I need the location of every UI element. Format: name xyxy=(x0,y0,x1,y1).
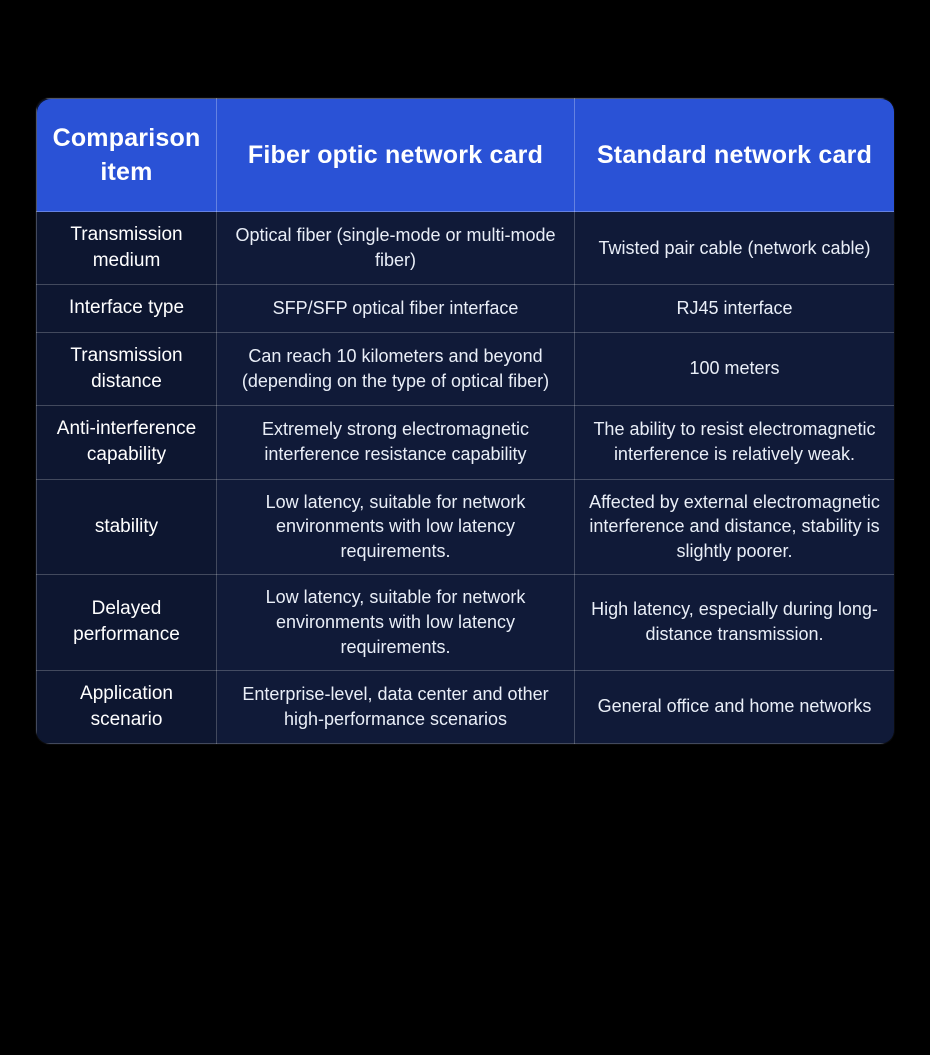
cell-fiber-anti-interference-capability: Extremely strong electromagnetic interference resistance capability xyxy=(217,406,575,479)
cell-standard-delayed-performance: High latency, especially during long-distance transmission. xyxy=(575,575,895,670)
cell-standard-interface-type: RJ45 interface xyxy=(575,285,895,332)
row-label-transmission-distance: Transmission distance xyxy=(37,332,217,405)
column-header-standard-network-card: Standard network card xyxy=(575,99,895,212)
cell-fiber-transmission-medium: Optical fiber (single-mode or multi-mode fiber) xyxy=(217,212,575,285)
table-header xyxy=(37,99,895,212)
comparison-table-container xyxy=(36,98,894,744)
row-label-delayed-performance: Delayed performance xyxy=(37,575,217,670)
table-row xyxy=(37,479,895,574)
cell-fiber-transmission-distance: Can reach 10 kilometers and beyond (depending on the type of optical fiber) xyxy=(217,332,575,405)
table-row xyxy=(37,285,895,332)
column-header-fiber-optic-network-card: Fiber optic network card xyxy=(217,99,575,212)
cell-fiber-stability: Low latency, suitable for network environments with low latency requirements. xyxy=(217,479,575,574)
cell-fiber-delayed-performance: Low latency, suitable for network environments with low latency requirements. xyxy=(217,575,575,670)
table-row xyxy=(37,575,895,670)
cell-standard-application-scenario: General office and home networks xyxy=(575,670,895,743)
cell-standard-transmission-medium: Twisted pair cable (network cable) xyxy=(575,212,895,285)
table-body xyxy=(37,212,895,744)
cell-standard-stability: Affected by external electromagnetic interference and distance, stability is slightly poorer. xyxy=(575,479,895,574)
column-header-comparison-item: Comparison item xyxy=(37,99,217,212)
row-label-anti-interference-capability: Anti-interference capability xyxy=(37,406,217,479)
table-row xyxy=(37,406,895,479)
cell-standard-transmission-distance: 100 meters xyxy=(575,332,895,405)
cell-standard-anti-interference-capability: The ability to resist electromagnetic interference is relatively weak. xyxy=(575,406,895,479)
row-label-stability: stability xyxy=(37,479,217,574)
row-label-transmission-medium: Transmission medium xyxy=(37,212,217,285)
cell-fiber-interface-type: SFP/SFP optical fiber interface xyxy=(217,285,575,332)
table-row xyxy=(37,670,895,743)
table-row xyxy=(37,332,895,405)
table-row xyxy=(37,212,895,285)
row-label-interface-type: Interface type xyxy=(37,285,217,332)
row-label-application-scenario: Application scenario xyxy=(37,670,217,743)
table-header-row xyxy=(37,99,895,212)
cell-fiber-application-scenario: Enterprise-level, data center and other high-performance scenarios xyxy=(217,670,575,743)
comparison-table xyxy=(36,98,894,744)
